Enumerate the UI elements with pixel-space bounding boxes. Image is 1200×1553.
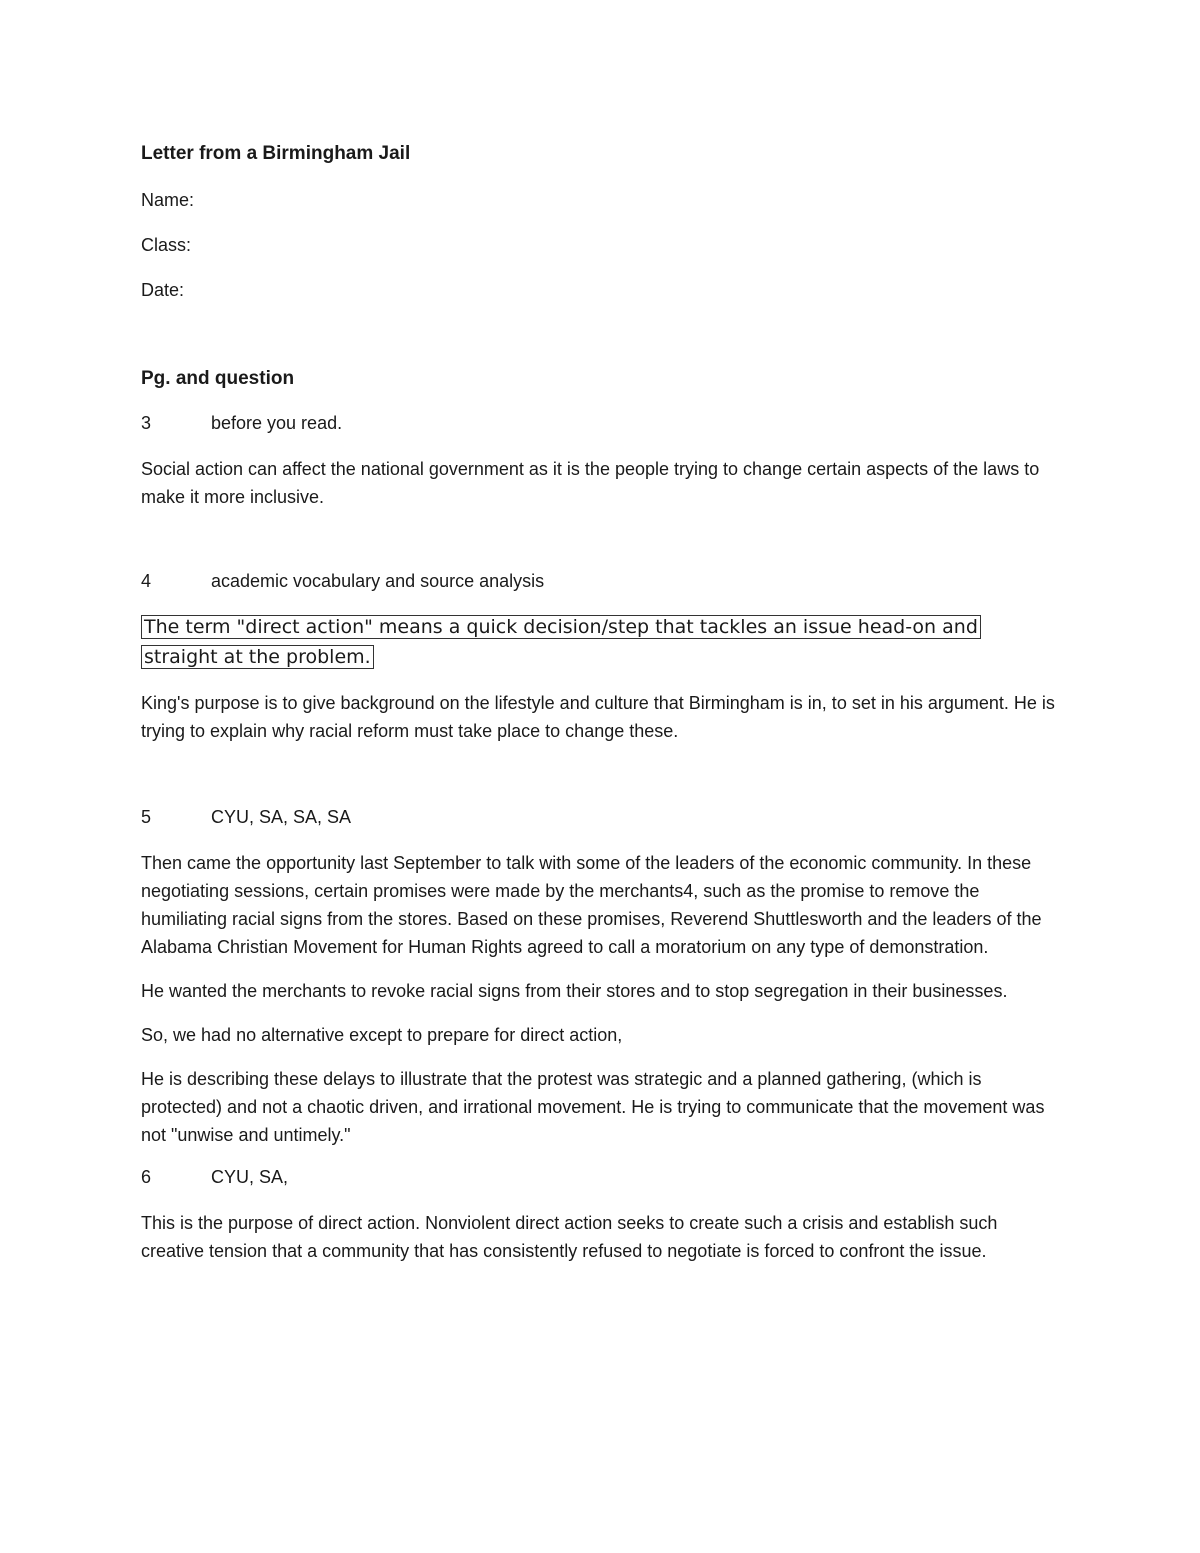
spacer bbox=[141, 527, 1056, 569]
question-4-answer: King's purpose is to give background on the lifestyle and culture that Birmingham is in, to set in his argument. He is trying to explain why racial reform must take place to change these. bbox=[141, 693, 1055, 741]
question-6-header bbox=[141, 1165, 1056, 1189]
question-4-boxed-answer: The term "direct action" means a quick decision/step that tackles an issue head-on and straight at the problem. bbox=[141, 615, 981, 669]
question-5-header bbox=[141, 805, 1056, 829]
question-6-number: 6 bbox=[141, 1167, 152, 1187]
question-6-quote: This is the purpose of direct action. Nonviolent direct action seeks to create such a crisis and establish such creative tension that a community that has consistently refused to negotiate is forced to confront the issue. bbox=[141, 1213, 998, 1261]
document-title: Letter from a Birmingham Jail bbox=[141, 143, 411, 164]
question-5-answer-1: He wanted the merchants to revoke racial signs from their stores and to stop segregation in their businesses. bbox=[141, 981, 1008, 1001]
question-5-quote-1: Then came the opportunity last September to talk with some of the leaders of the economic community. In these negotiating sessions, certain promises were made by the merchants4, such as the promise to remove the humiliating racial signs from the stores. Based on these promises, Reverend Shuttlesworth and the leaders of the Alabama Christian Movement for Human Rights agreed to call a moratorium on any type of demonstration. bbox=[141, 853, 1042, 957]
question-4-label: academic vocabulary and source analysis bbox=[211, 571, 545, 591]
document-body bbox=[141, 141, 1056, 1281]
question-3-answer: Social action can affect the national government as it is the people trying to change certain aspects of the laws to make it more inclusive. bbox=[141, 459, 1040, 507]
spacer bbox=[141, 761, 1056, 805]
question-6-label: CYU, SA, bbox=[211, 1167, 289, 1187]
spacer bbox=[141, 323, 1056, 366]
question-3-number: 3 bbox=[141, 413, 152, 433]
name-field-label: Name: bbox=[141, 190, 195, 210]
class-field-label: Class: bbox=[141, 235, 192, 255]
question-3-label: before you read. bbox=[211, 413, 343, 433]
question-3-header bbox=[141, 411, 1056, 435]
question-5-number: 5 bbox=[141, 807, 152, 827]
question-4-number: 4 bbox=[141, 571, 152, 591]
section-heading: Pg. and question bbox=[141, 368, 295, 389]
question-4-boxed-answer-wrap bbox=[141, 613, 1041, 673]
question-5-answer-2: He is describing these delays to illustrate that the protest was strategic and a planned gathering, (which is protected) and not a chaotic driven, and irrational movement. He is trying to communicate that the movement was not "unwise and untimely." bbox=[141, 1069, 1045, 1145]
question-4-header bbox=[141, 569, 1056, 593]
question-5-label: CYU, SA, SA, SA bbox=[211, 807, 352, 827]
date-field-label: Date: bbox=[141, 280, 185, 300]
question-5-quote-2: So, we had no alternative except to prepare for direct action, bbox=[141, 1025, 623, 1045]
